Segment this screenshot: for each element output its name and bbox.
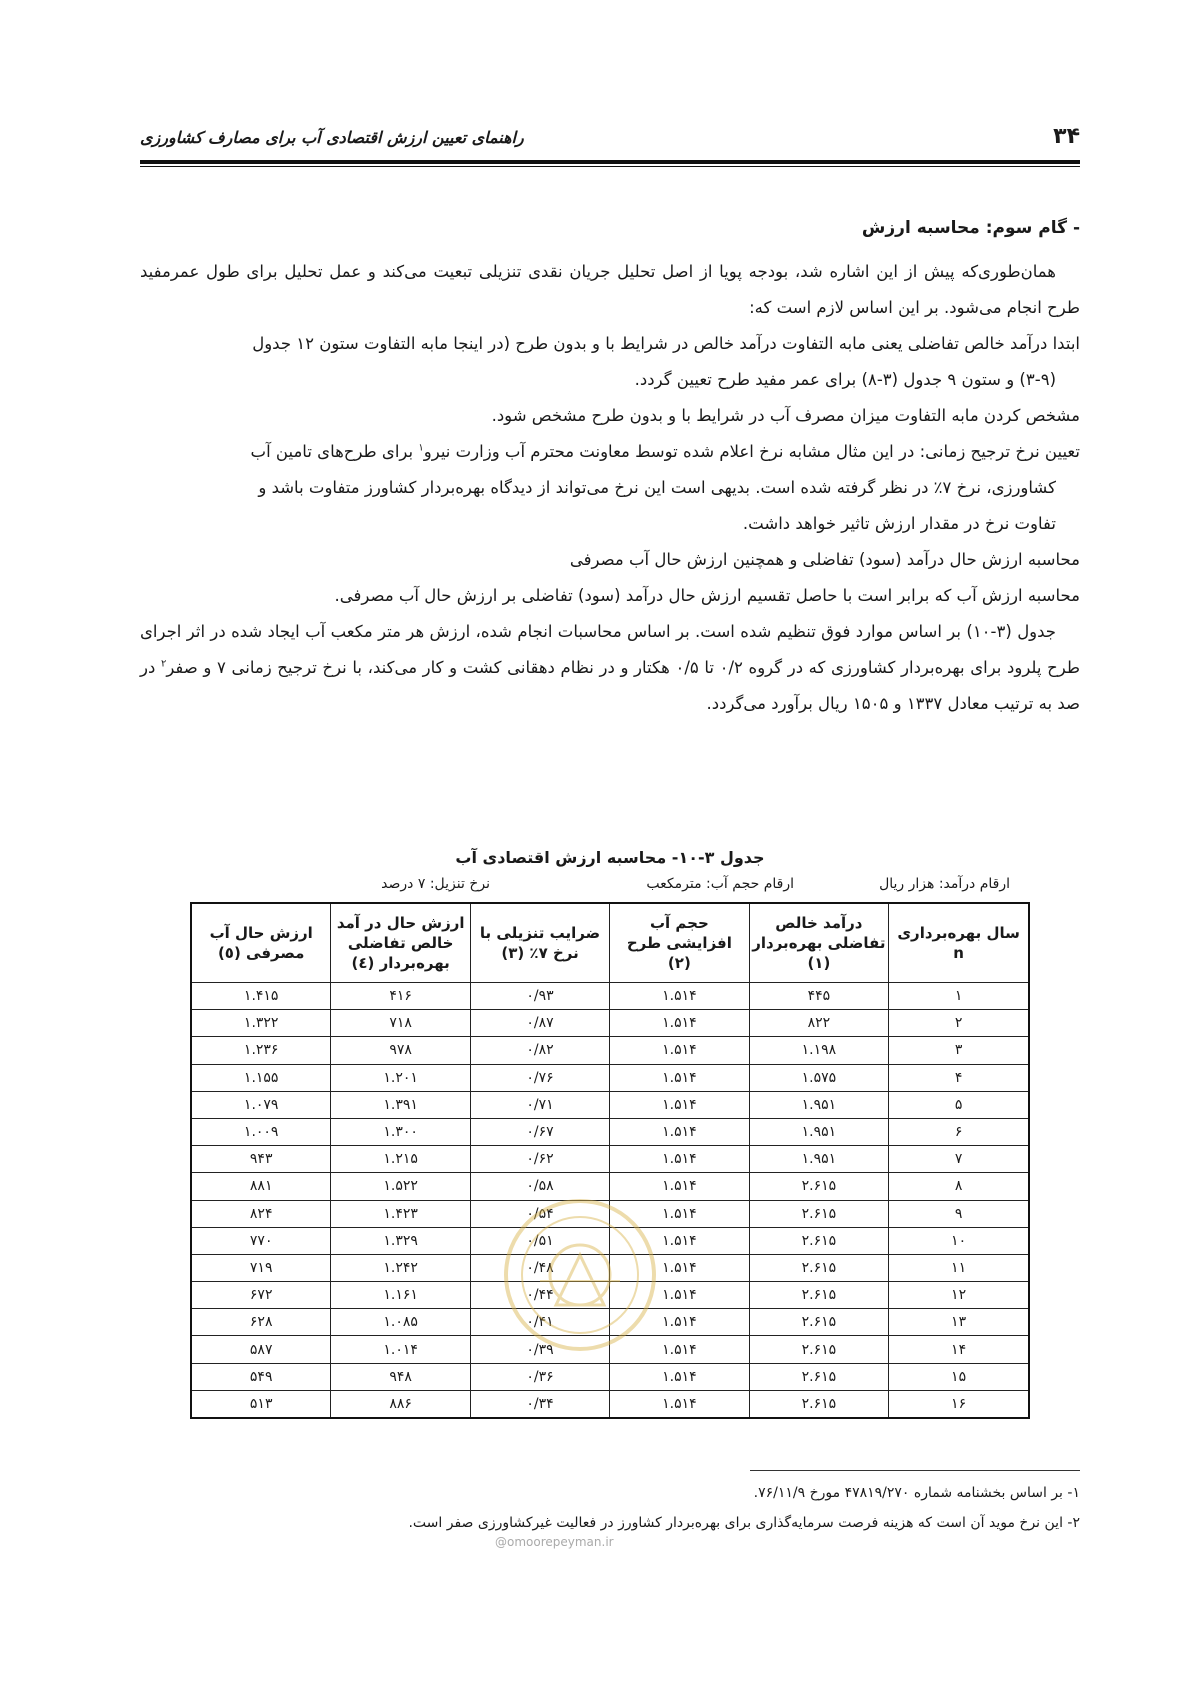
cell-income: ۱.۹۵۱ xyxy=(749,1146,889,1173)
header-pvinc-l2: خالص تفاضلی xyxy=(347,934,454,952)
cell-factor: ۰/۵۸ xyxy=(470,1173,609,1200)
header-pvinc-l1: ارزش حال در آمد xyxy=(336,914,465,932)
table-intro-text-b: در صد به ترتیب معادل ۱۳۳۷ و ۱۵۰۵ ریال برآورد می‌گردد. xyxy=(140,658,1080,713)
cell-pv-water: ۵۸۷ xyxy=(191,1336,331,1363)
cell-pv-water: ۶۲۸ xyxy=(191,1309,331,1336)
cell-year: ۱۶ xyxy=(889,1390,1029,1418)
cell-income: ۲.۶۱۵ xyxy=(749,1363,889,1390)
cell-pv-water: ۱.۳۲۲ xyxy=(191,1010,331,1037)
cell-pv-income: ۱.۲۰۱ xyxy=(331,1064,471,1091)
cell-volume: ۱.۵۱۴ xyxy=(610,1363,749,1390)
header-volume-l1: حجم آب xyxy=(649,914,709,932)
table-row xyxy=(191,1037,1029,1064)
table-row xyxy=(191,1091,1029,1118)
cell-factor: ۰/۶۷ xyxy=(470,1118,609,1145)
cell-year: ۱۱ xyxy=(889,1254,1029,1281)
cell-pv-water: ۱.۴۱۵ xyxy=(191,983,331,1010)
cell-income: ۲.۶۱۵ xyxy=(749,1282,889,1309)
cell-volume: ۱.۵۱۴ xyxy=(610,1010,749,1037)
watermark-site: @omoorepeyman.ir xyxy=(495,1535,614,1549)
table-row xyxy=(191,1363,1029,1390)
unit-income: ارقام درآمد: هزار ریال xyxy=(879,876,1010,892)
cell-year: ۱۴ xyxy=(889,1336,1029,1363)
cell-pv-income: ۱.۳۰۰ xyxy=(331,1118,471,1145)
cell-volume: ۱.۵۱۴ xyxy=(610,1173,749,1200)
list-item-3-text-b: برای طرح‌های تامین آب xyxy=(250,442,419,461)
cell-pv-water: ۵۴۹ xyxy=(191,1363,331,1390)
table-row xyxy=(191,1118,1029,1145)
header-pvwater-l2: مصرفی (٥) xyxy=(217,944,305,962)
list-item-3-continued-2: تفاوت نرخ در مقدار ارزش تاثیر خواهد داشت. xyxy=(742,514,1056,533)
cell-pv-income: ۱.۰۸۵ xyxy=(331,1309,471,1336)
cell-pv-income: ۱.۰۱۴ xyxy=(331,1336,471,1363)
unit-volume: ارقام حجم آب: مترمکعب xyxy=(646,876,794,892)
cell-factor: ۰/۴۸ xyxy=(470,1254,609,1281)
cell-volume: ۱.۵۱۴ xyxy=(610,1390,749,1418)
cell-income: ۴۴۵ xyxy=(749,983,889,1010)
table-row xyxy=(191,1064,1029,1091)
cell-year: ۹ xyxy=(889,1200,1029,1227)
cell-volume: ۱.۵۱۴ xyxy=(610,1336,749,1363)
cell-income: ۲.۶۱۵ xyxy=(749,1336,889,1363)
cell-pv-income: ۱.۲۱۵ xyxy=(331,1146,471,1173)
footnote-2: ۲- این نرخ موید آن است که هزینه فرصت سرمایه‌گذاری برای بهره‌بردار کشاورز در فعالیت غیرکشاورزی صفر است. xyxy=(408,1515,1080,1531)
cell-income: ۱.۹۵۱ xyxy=(749,1091,889,1118)
cell-income: ۲.۶۱۵ xyxy=(749,1254,889,1281)
cell-pv-water: ۶۷۲ xyxy=(191,1282,331,1309)
cell-volume: ۱.۵۱۴ xyxy=(610,1118,749,1145)
table-units xyxy=(190,876,1030,898)
header-pvinc-l3: بهره‌بردار (٤) xyxy=(351,954,450,972)
cell-factor: ۰/۵۴ xyxy=(470,1200,609,1227)
cell-pv-water: ۱.۰۰۹ xyxy=(191,1118,331,1145)
header-pv-income xyxy=(331,903,471,983)
header-year xyxy=(889,903,1029,983)
cell-income: ۱.۵۷۵ xyxy=(749,1064,889,1091)
cell-income: ۲.۶۱۵ xyxy=(749,1227,889,1254)
cell-pv-water: ۵۱۳ xyxy=(191,1390,331,1418)
cell-year: ۴ xyxy=(889,1064,1029,1091)
cell-income: ۱.۱۹۸ xyxy=(749,1037,889,1064)
page-header xyxy=(140,124,1080,158)
footnote-ref-1: ۱ xyxy=(418,442,424,454)
cell-year: ۵ xyxy=(889,1091,1029,1118)
cell-year: ۳ xyxy=(889,1037,1029,1064)
cell-year: ۱۵ xyxy=(889,1363,1029,1390)
intro-paragraph: همان‌طوری‌که پیش از این اشاره شد، بودجه پویا از اصل تحلیل جریان نقدی تنزیلی تبعیت می‌کند و عمل تحلیل برای طول عمرمفید طرح انجام می‌شود. بر این اساس لازم است که: xyxy=(140,262,1080,317)
cell-year: ۱۲ xyxy=(889,1282,1029,1309)
cell-year: ۱۳ xyxy=(889,1309,1029,1336)
cell-pv-water: ۸۲۴ xyxy=(191,1200,331,1227)
cell-volume: ۱.۵۱۴ xyxy=(610,1200,749,1227)
table-row xyxy=(191,1146,1029,1173)
cell-year: ۱۰ xyxy=(889,1227,1029,1254)
cell-factor: ۰/۸۲ xyxy=(470,1037,609,1064)
cell-factor: ۰/۹۳ xyxy=(470,983,609,1010)
seal-watermark-icon xyxy=(500,1195,660,1355)
cell-income: ۲.۶۱۵ xyxy=(749,1173,889,1200)
footnote-1: ۱- بر اساس بخشنامه شماره ۴۷۸۱۹/۲۷۰ مورخ ۷۶/۱۱/۹. xyxy=(753,1485,1080,1501)
cell-pv-income: ۱.۱۶۱ xyxy=(331,1282,471,1309)
body-text xyxy=(140,210,1080,722)
cell-pv-income: ۱.۳۲۹ xyxy=(331,1227,471,1254)
cell-factor: ۰/۳۹ xyxy=(470,1336,609,1363)
cell-volume: ۱.۵۱۴ xyxy=(610,1037,749,1064)
header-factor xyxy=(470,903,609,983)
footnote-rule xyxy=(750,1470,1080,1471)
header-rule-thin xyxy=(140,166,1080,167)
list-item-3-text: تعیین نرخ ترجیح زمانی: در این مثال مشابه نرخ اعلام شده توسط معاونت محترم آب وزارت نیرو xyxy=(423,442,1080,461)
cell-year: ۲ xyxy=(889,1010,1029,1037)
cell-pv-income: ۷۱۸ xyxy=(331,1010,471,1037)
header-year-l2: n xyxy=(953,944,964,962)
cell-pv-income: ۱.۵۲۲ xyxy=(331,1173,471,1200)
cell-pv-income: ۱.۳۹۱ xyxy=(331,1091,471,1118)
cell-year: ۸ xyxy=(889,1173,1029,1200)
cell-income: ۲.۶۱۵ xyxy=(749,1309,889,1336)
cell-factor: ۰/۳۴ xyxy=(470,1390,609,1418)
cell-pv-income: ۴۱۶ xyxy=(331,983,471,1010)
header-income-l1: درآمد خالص xyxy=(775,914,863,932)
header-factor-l2: نرخ ۷٪ (۳) xyxy=(501,944,579,962)
header-income xyxy=(749,903,889,983)
table-caption: جدول ۳-۱۰- محاسبه ارزش اقتصادی آب xyxy=(455,848,765,867)
table-intro-paragraph xyxy=(140,614,1080,722)
header-volume xyxy=(610,903,749,983)
cell-pv-water: ۸۸۱ xyxy=(191,1173,331,1200)
cell-pv-income: ۸۸۶ xyxy=(331,1390,471,1418)
cell-pv-income: ۹۴۸ xyxy=(331,1363,471,1390)
cell-pv-water: ۱.۲۳۶ xyxy=(191,1037,331,1064)
list-item-3 xyxy=(140,434,1080,470)
cell-factor: ۰/۶۲ xyxy=(470,1146,609,1173)
cell-pv-income: ۹۷۸ xyxy=(331,1037,471,1064)
cell-year: ۶ xyxy=(889,1118,1029,1145)
header-factor-l1: ضرایب تنزیلی با xyxy=(479,924,601,942)
cell-volume: ۱.۵۱۴ xyxy=(610,1227,749,1254)
cell-pv-water: ۱.۱۵۵ xyxy=(191,1064,331,1091)
cell-volume: ۱.۵۱۴ xyxy=(610,983,749,1010)
table-row xyxy=(191,1010,1029,1037)
footnotes xyxy=(140,1478,1080,1538)
cell-income: ۲.۶۱۵ xyxy=(749,1390,889,1418)
table-intro-text: جدول (۳-۱۰) بر اساس موارد فوق تنظیم شده است. بر اساس محاسبات انجام شده، ارزش هر متر مکعب آب ایجاد شده در اثر اجرای طرح پلرود برای بهره‌بردار کشاورزی که در گروه ۰/۲ تا ۰/۵ هکتار و در نظام دهقانی کشت و کار می‌کند، با نرخ ترجیح زمانی ۷ و صفر xyxy=(140,622,1080,677)
table-row xyxy=(191,983,1029,1010)
cell-pv-water: ۷۱۹ xyxy=(191,1254,331,1281)
footnote-ref-2: ۲ xyxy=(160,658,167,670)
page-number: ۳۴ xyxy=(1053,124,1080,149)
section-heading: - گام سوم: محاسبه ارزش xyxy=(861,218,1080,238)
cell-year: ۱ xyxy=(889,983,1029,1010)
running-title: راهنمای تعیین ارزش اقتصادی آب برای مصارف کشاورزی xyxy=(140,128,524,147)
cell-factor: ۰/۳۶ xyxy=(470,1363,609,1390)
cell-volume: ۱.۵۱۴ xyxy=(610,1254,749,1281)
table-row xyxy=(191,1390,1029,1418)
cell-volume: ۱.۵۱۴ xyxy=(610,1282,749,1309)
header-rule-thick xyxy=(140,160,1080,164)
cell-factor: ۰/۵۱ xyxy=(470,1227,609,1254)
list-item-1-continued: (۳-۹) و ستون ۹ جدول (۳-۸) برای عمر مفید طرح تعیین گردد. xyxy=(634,370,1056,389)
header-volume-l2: افزایشی طرح xyxy=(626,934,732,952)
cell-factor: ۰/۴۱ xyxy=(470,1309,609,1336)
cell-factor: ۰/۸۷ xyxy=(470,1010,609,1037)
cell-year: ۷ xyxy=(889,1146,1029,1173)
header-income-l2: تفاضلی بهره‌بردار xyxy=(752,934,886,952)
cell-pv-water: ۷۷۰ xyxy=(191,1227,331,1254)
list-item-4: محاسبه ارزش حال درآمد (سود) تفاضلی و همچنین ارزش حال آب مصرفی xyxy=(569,550,1080,569)
cell-volume: ۱.۵۱۴ xyxy=(610,1091,749,1118)
header-pv-water xyxy=(191,903,331,983)
list-item-5: محاسبه ارزش آب که برابر است با حاصل تقسیم ارزش حال درآمد (سود) تفاضلی بر ارزش حال آب مصرفی. xyxy=(334,586,1080,605)
cell-income: ۱.۹۵۱ xyxy=(749,1118,889,1145)
cell-volume: ۱.۵۱۴ xyxy=(610,1146,749,1173)
cell-income: ۸۲۲ xyxy=(749,1010,889,1037)
list-item-3-continued-1: کشاورزی، نرخ ۷٪ در نظر گرفته شده است. بدیهی است این نرخ می‌تواند از دیدگاه بهره‌بردار کشاورز متفاوت باشد و xyxy=(258,478,1056,497)
list-item-1: ابتدا درآمد خالص تفاضلی یعنی مابه التفاوت درآمد خالص در شرایط با و بدون طرح (در اینجا مابه التفاوت ستون ۱۲ جدول xyxy=(252,334,1080,353)
list-item-2: مشخص کردن مابه التفاوت میزان مصرف آب در شرایط با و بدون طرح مشخص شود. xyxy=(491,406,1080,425)
unit-rate: نرخ تنزیل: ۷ درصد xyxy=(381,876,490,892)
cell-income: ۲.۶۱۵ xyxy=(749,1200,889,1227)
header-pvwater-l1: ارزش حال آب xyxy=(209,924,313,942)
header-income-l3: (۱) xyxy=(807,954,831,972)
header-volume-l3: (۲) xyxy=(667,954,691,972)
cell-factor: ۰/۷۱ xyxy=(470,1091,609,1118)
header-year-l1: سال بهره‌برداری xyxy=(897,924,1020,942)
cell-pv-income: ۱.۲۴۲ xyxy=(331,1254,471,1281)
cell-pv-water: ۹۴۳ xyxy=(191,1146,331,1173)
cell-pv-income: ۱.۴۲۳ xyxy=(331,1200,471,1227)
table-header-row xyxy=(191,903,1029,983)
cell-volume: ۱.۵۱۴ xyxy=(610,1309,749,1336)
cell-pv-water: ۱.۰۷۹ xyxy=(191,1091,331,1118)
cell-factor: ۰/۷۶ xyxy=(470,1064,609,1091)
cell-factor: ۰/۴۴ xyxy=(470,1282,609,1309)
cell-volume: ۱.۵۱۴ xyxy=(610,1064,749,1091)
